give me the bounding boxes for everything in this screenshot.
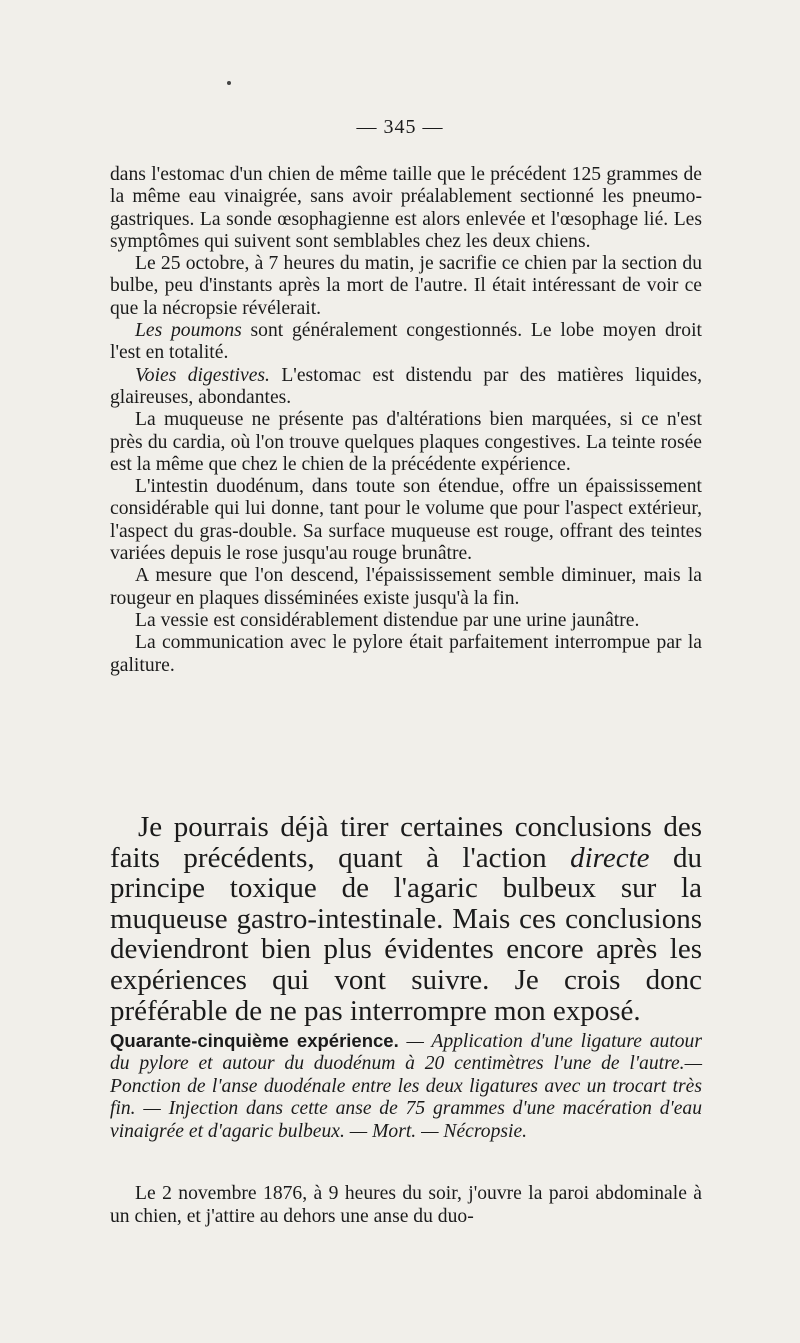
experiment-heading [110,1030,702,1143]
experiment-paragraph [110,1030,702,1143]
paragraph: La communication avec le pylore était parfaitement interrompue par la galiture. [110,632,702,676]
conclusion-paragraph: Je pourrais déjà tirer certaines conclusions des faits précédents, quant à l'action directe du principe toxique de l'agaric bulbeux sur la muqueuse gastro-intestinale. Mais ces conclusions deviendront bien plus évidentes encore après les expériences qui vont suivre. Je crois donc préférable de ne pas interrompre mon exposé. [110,811,703,1027]
paragraph: La muqueuse ne présente pas d'altérations bien marquées, si ce n'est près du cardia, où l'on trouve quelques plaques congestives. La teinte rosée est la même que chez le chien de la précédente expérience. [110,409,702,475]
ink-speck [227,81,231,85]
page-number: — 345 — [356,116,444,138]
paragraph: dans l'estomac d'un chien de même taille que le précédent 125 grammes de la même eau vinaigrée, sans avoir préalablement sectionné les pneumo-gastriques. La sonde œsophagienne est alors enlevée et l'œsophage lié. Les symptômes qui suivent sont semblables chez les deux chiens. [110,164,702,252]
section-label-poumons: Les poumons [135,320,242,342]
paragraph: La vessie est considérablement distendue par une urine jaunâtre. [135,609,640,631]
paragraph-text: sont généralement congestionnés. Le lobe moyen droit l'est en totalité. [110,320,702,364]
paragraph: A mesure que l'on descend, l'épaississement semble diminuer, mais la rougeur en plaques disséminées existe jusqu'à la fin. [110,565,702,609]
body-text-top [110,164,702,677]
paragraph: Le 2 novembre 1876, à 9 heures du soir, j'ouvre la paroi abdominale à un chien, et j'attire au dehors une anse du duo- [110,1183,702,1227]
experiment-title: Quarante-cinquième expérience. [110,1030,399,1051]
emphasis-directe: directe [570,841,650,874]
paragraph: L'intestin duodénum, dans toute son étendue, offre un épaississement considérable qui lui donne, tant pour le volume que pour l'aspect extérieur, l'aspect du gras-double. Sa surface muqueuse est rouge, offrant des teintes variées depuis le rose jusqu'au rouge brunâtre. [110,476,702,565]
experiment-description: — Application d'une ligature autour du pylore et autour du duodénum à 20 centimètres l'une de l'autre.—Ponction de l'anse duodénale entre les deux ligatures avec un trocart très fin. — Injection dans cette anse de 75 grammes d'une macération d'eau vinaigrée et d'agaric bulbeux. — Mort. — Nécropsie. [110,1031,702,1142]
body-text-bottom [110,1183,702,1228]
paragraph-poumons [110,320,702,365]
paragraph-text: L'estomac est distendu par des matières liquides, glaireuses, abondantes. [110,364,702,408]
paragraph-voies [110,365,702,410]
paragraph: Le 25 octobre, à 7 heures du matin, je sacrifie ce chien par la section du bulbe, peu d'instants après la mort de l'autre. Il était intéressant de voir ce que la nécropsie révélerait. [110,253,702,319]
conclusion-paragraph-block [110,812,702,1026]
section-label-voies: Voies digestives. [135,364,270,386]
